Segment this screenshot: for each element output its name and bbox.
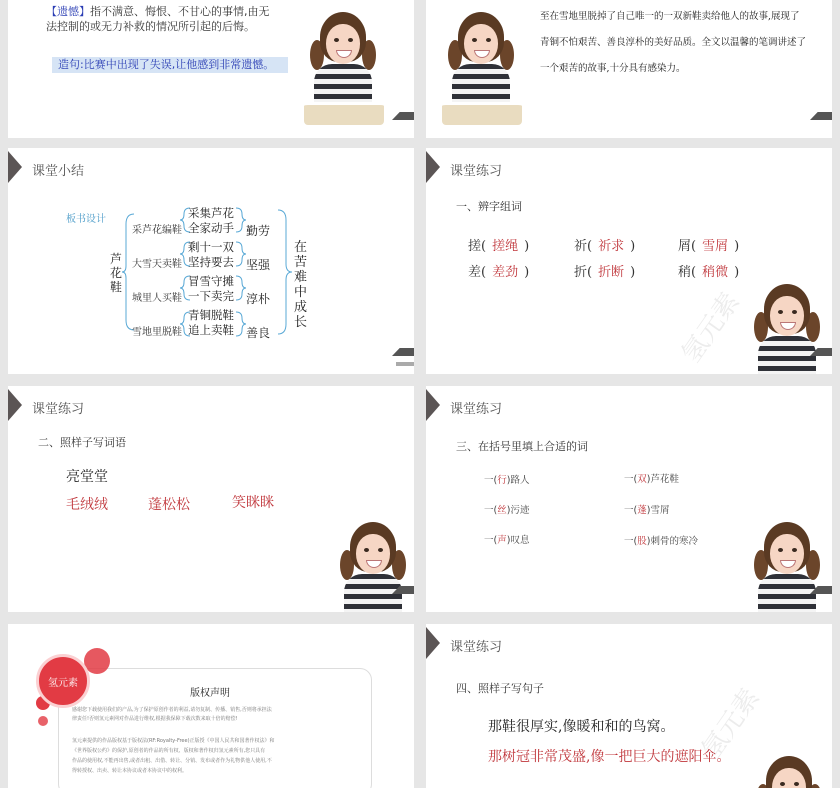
definition-block: 【遗憾】指不满意、悔恨、不甘心的事情,由无 法控制的或无力补救的情况所引起的后悔。	[46, 5, 270, 33]
slide-title: 课堂练习	[32, 402, 85, 417]
answer-word: 差劲	[492, 265, 519, 280]
fill-answer: 丝	[497, 505, 507, 516]
action-item: 全家动手	[188, 221, 234, 235]
word-column-2: 祈( 祈求 ) 折( 折断 )	[574, 239, 636, 280]
answer-sentence: 那树冠非常茂盛,像一把巨大的遮阳伞。	[488, 749, 731, 765]
example-sentence: 造句:比赛中出现了失误,让他感到非常遗憾。	[52, 57, 288, 73]
exercise-heading: 一、辨字组词	[456, 200, 522, 213]
fill-answer: 蓬	[637, 505, 647, 516]
root-title: 芦花鞋	[110, 252, 123, 294]
girl-illustration	[742, 278, 832, 374]
answer-word: 雪屑	[702, 239, 729, 254]
quality-item: 坚强	[246, 258, 271, 272]
fill-item: 一(行)路人	[484, 475, 530, 486]
title-marker	[426, 627, 440, 659]
slide-5[interactable]	[8, 386, 414, 612]
fill-item: 一(股)刺骨的寒冷	[624, 536, 698, 547]
event-item: 采芦花编鞋	[132, 225, 182, 236]
summary-line-3: 一个艰苦的故事,十分具有感染力。	[540, 63, 686, 74]
action-item: 一下卖完	[188, 289, 234, 303]
summary-line-1: 至在雪地里脱掉了自己唯一的一双新鞋卖给他人的故事,展现了	[540, 11, 800, 22]
corner-tag	[392, 112, 414, 120]
char: 差	[468, 265, 482, 280]
summary-line-2: 青铜不怕艰苦、善良淳朴的美好品质。全文以温馨的笔调讲述了	[540, 37, 807, 48]
definition-line-2: 法控制的或无力补救的情况所引起的后悔。	[46, 20, 255, 33]
action-item: 追上卖鞋	[188, 323, 234, 337]
fill-column-1	[484, 466, 529, 556]
action-item: 剩十一双	[188, 240, 234, 254]
fill-item: 一(声)叹息	[484, 535, 530, 546]
event-item: 雪地里脱鞋	[132, 327, 182, 338]
example-sentence: 那鞋很厚实,像暖和和的鸟窝。	[488, 719, 675, 735]
fill-item: 一(蓬)雪屑	[624, 505, 670, 516]
fill-item: 一(双)芦花鞋	[624, 474, 679, 485]
conclusion: 在苦难中成长	[294, 240, 308, 330]
answer-word: 搓绳	[492, 239, 519, 254]
slide-8[interactable]	[426, 624, 832, 788]
slide-6[interactable]	[426, 386, 832, 612]
girl-illustration	[328, 516, 414, 612]
fill-answer: 行	[497, 475, 507, 486]
answer-word: 祈求	[598, 239, 625, 254]
char: 屑	[678, 239, 692, 254]
action-item: 青铜脱鞋	[188, 308, 234, 322]
answer-word: 稍微	[702, 265, 729, 280]
answer-word: 蓬松松	[148, 497, 190, 513]
action-item: 冒雪守摊	[188, 274, 234, 288]
slide-1[interactable]	[8, 0, 414, 138]
exercise-heading: 二、照样子写词语	[38, 436, 126, 449]
copyright-heading: 版权声明	[190, 688, 230, 699]
exercise-heading: 三、在括号里填上合适的词	[456, 440, 588, 453]
copyright-paragraph-1: 感谢您下载使用我们的产品,为了保护原创作者的利益,请勿复制、传播、销售,否则将承担法 律责任!否则氢元素网对作品进行维权,根据我保障下载次数来取十倍的赔偿!	[72, 707, 272, 722]
char: 搓	[468, 239, 482, 254]
quality-item: 勤劳	[246, 224, 271, 238]
watermark: 氢元素	[676, 287, 746, 369]
slide-7[interactable]	[8, 624, 414, 788]
action-item: 采集芦花	[188, 206, 234, 220]
fill-item: 一(丝)污迹	[484, 505, 530, 516]
fill-answer: 股	[637, 536, 647, 547]
event-item: 大雪天卖鞋	[132, 259, 182, 270]
girl-illustration	[744, 750, 832, 788]
action-item: 坚持要去	[188, 255, 234, 269]
slide-title: 课堂练习	[450, 640, 503, 655]
definition-line-1: 指不满意、悔恨、不甘心的事情,由无	[90, 5, 270, 18]
title-marker	[426, 151, 440, 183]
event-list	[132, 214, 182, 350]
slide-3[interactable]	[8, 148, 414, 374]
slide-title: 课堂练习	[450, 402, 503, 417]
board-label: 板书设计	[66, 214, 106, 225]
slide-4[interactable]	[426, 148, 832, 374]
slide-title: 课堂小结	[32, 164, 85, 179]
word-column-1: 搓( 搓绳 ) 差( 差劲 )	[468, 239, 530, 280]
word-column-3: 屑( 雪屑 ) 稍( 稍微 )	[678, 239, 740, 280]
fill-column-2	[624, 464, 698, 557]
answer-word: 毛绒绒	[66, 497, 108, 513]
logo-badge: 氢元素	[36, 654, 90, 708]
girl-illustration	[436, 6, 526, 126]
action-list	[188, 206, 234, 342]
quality-item: 善良	[246, 326, 271, 340]
corner-tag	[810, 112, 832, 120]
answer-word: 折断	[598, 265, 625, 280]
summary-text	[540, 4, 830, 82]
char: 折	[574, 265, 588, 280]
event-item: 城里人买鞋	[132, 293, 182, 304]
answer-word: 笑眯眯	[232, 495, 274, 511]
watermark: 氢元素	[696, 683, 766, 765]
quality-item: 淳朴	[246, 292, 271, 306]
fill-answer: 双	[637, 474, 647, 485]
example-word: 亮堂堂	[66, 469, 108, 485]
char: 稍	[678, 265, 692, 280]
title-marker	[426, 389, 440, 421]
char: 祈	[574, 239, 588, 254]
fill-answer: 声	[497, 535, 507, 546]
exercise-heading: 四、照样子写句子	[456, 682, 544, 695]
slide-2[interactable]	[426, 0, 832, 138]
title-marker	[8, 389, 22, 421]
girl-illustration	[298, 6, 388, 126]
quality-list	[246, 214, 270, 350]
term: 遗憾	[57, 5, 79, 18]
girl-illustration	[742, 516, 832, 612]
slide-title: 课堂练习	[450, 164, 503, 179]
copyright-paragraph-2: 氢元素提供的作品版权基于版权法(RF:Royalty-Free)正版授《中国人民共和国著作权法》和 《世界版权公约》的保护,原创者的作品的所有权、版权和著作权归氢元素所有,您只具有 作品的使用权,不能再出售,或者出租、出借、转让、分销、发布或者作为礼物供他人使用,不 得转授权、出卖、转让本协议或者本协议中的权利。	[72, 738, 275, 774]
